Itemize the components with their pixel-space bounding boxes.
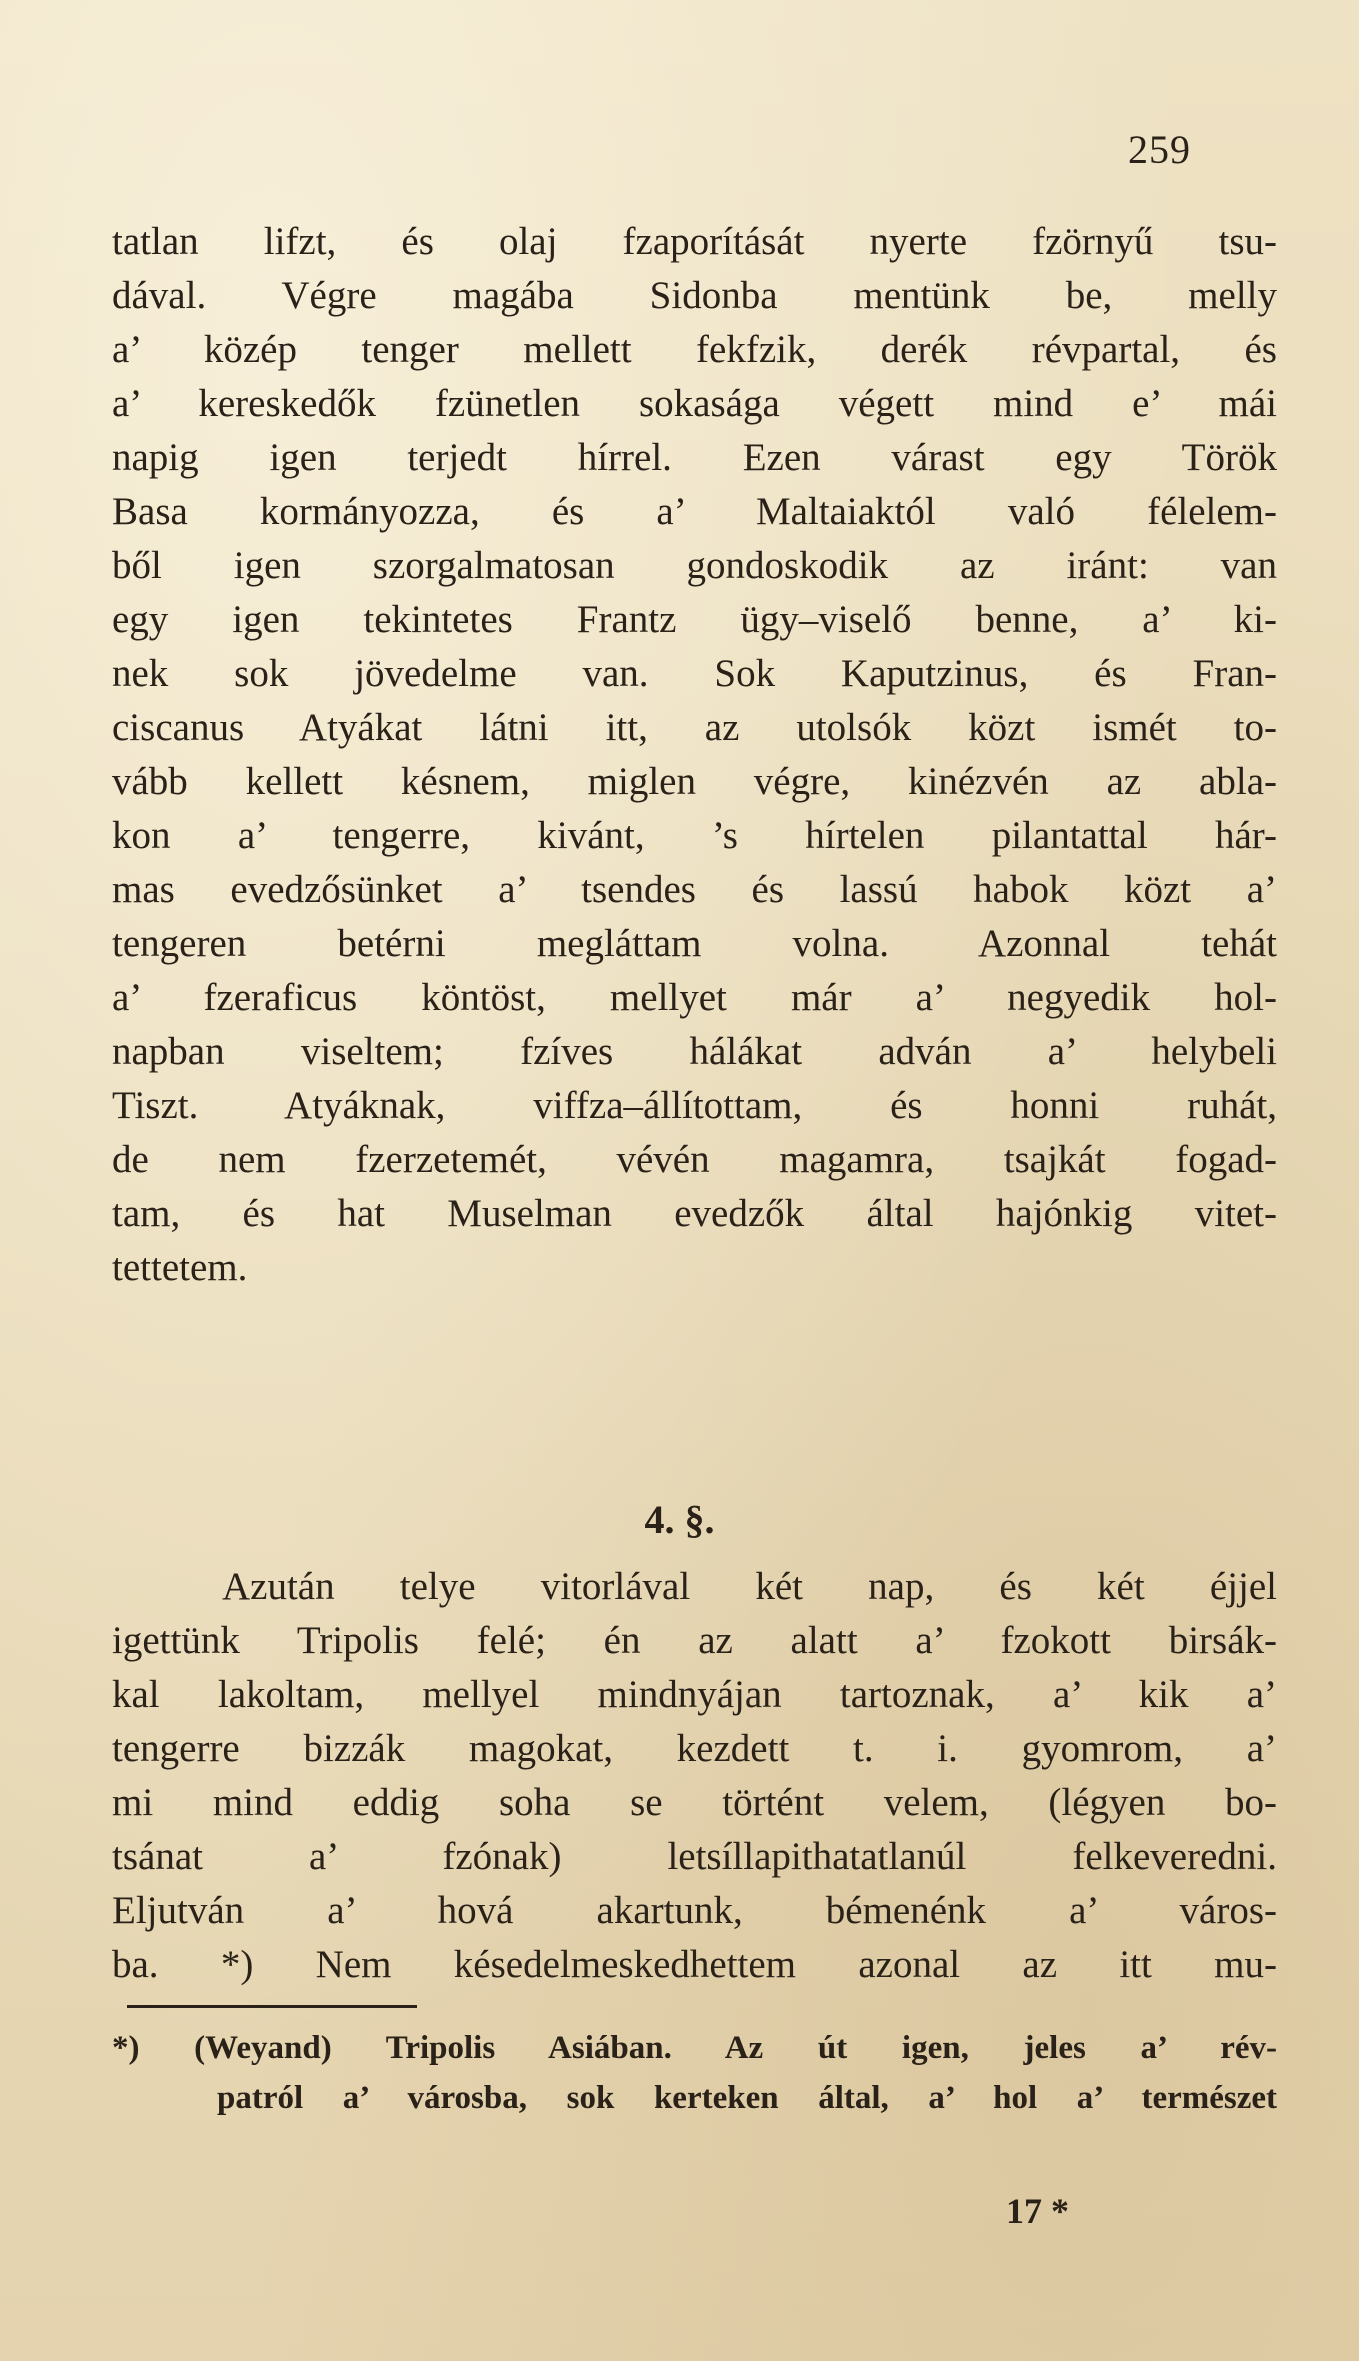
text-line: tettetem. bbox=[112, 1246, 248, 1289]
text-line: igettünk Tripolis felé; én az alatt a’ fzokott birsák- bbox=[112, 1619, 1277, 1662]
text-line: a’ közép tenger mellett fekfzik, derék révpartal, és bbox=[112, 328, 1277, 371]
text-line: tsánat a’ fzónak) letsíllapithatatlanúl felkeveredni. bbox=[112, 1835, 1277, 1878]
footnote-rule bbox=[127, 2005, 417, 2008]
footnote bbox=[112, 2023, 1277, 2123]
text-line: tengerre bizzák magokat, kezdett t. i. gyomrom, a’ bbox=[112, 1727, 1277, 1770]
text-line: patról a’ városba, sok kerteken által, a’ hol a’ természet bbox=[217, 2080, 1277, 2116]
section-heading: 4. §. bbox=[644, 1497, 715, 1542]
text-line: napig igen terjedt hírrel. Ezen várast egy Török bbox=[112, 436, 1277, 479]
text-line: kon a’ tengerre, kivánt, ’s hírtelen pilantattal hár- bbox=[112, 814, 1277, 857]
paragraph-1 bbox=[112, 215, 1277, 1295]
text-line: ciscanus Atyákat látni itt, az utolsók közt ismét to- bbox=[112, 706, 1277, 749]
text-line: Tiszt. Atyáknak, viffza–állítottam, és honni ruhát, bbox=[112, 1084, 1277, 1127]
text-line: nek sok jövedelme van. Sok Kaputzinus, és Fran- bbox=[112, 652, 1277, 695]
text-line: Basa kormányozza, és a’ Maltaiaktól való félelem- bbox=[112, 490, 1277, 533]
text-line: ba. *) Nem késedelmeskedhettem azonal az itt mu- bbox=[112, 1943, 1277, 1986]
page-number: 259 bbox=[1128, 127, 1191, 172]
text-line: egy igen tekintetes Frantz ügy–viselő benne, a’ ki- bbox=[112, 598, 1277, 641]
text-line: a’ fzeraficus köntöst, mellyet már a’ negyedik hol- bbox=[112, 976, 1277, 1019]
text-line: dával. Végre magába Sidonba mentünk be, melly bbox=[112, 274, 1277, 317]
paragraph-2 bbox=[112, 1560, 1277, 1992]
text-line: mi mind eddig soha se történt velem, (légyen bo- bbox=[112, 1781, 1277, 1824]
text-line: *) (Weyand) Tripolis Asiában. Az út igen, jeles a’ rév- bbox=[112, 2030, 1277, 2066]
text-line: kal lakoltam, mellyel mindnyájan tartoznak, a’ kik a’ bbox=[112, 1673, 1277, 1716]
text-line: tengeren betérni megláttam volna. Azonnal tehát bbox=[112, 922, 1277, 965]
text-line: tam, és hat Muselman evedzők által hajónkig vitet- bbox=[112, 1192, 1277, 1235]
text-line: de nem fzerzetemét, vévén magamra, tsajkát fogad- bbox=[112, 1138, 1277, 1181]
text-line: napban viseltem; fzíves hálákat adván a’ helybeli bbox=[112, 1030, 1277, 1073]
text-line: mas evedzősünket a’ tsendes és lassú habok közt a’ bbox=[112, 868, 1277, 911]
text-line: Azután telye vitorlával két nap, és két éjjel bbox=[222, 1565, 1277, 1608]
signature-mark: 17 * bbox=[1006, 2191, 1069, 2231]
text-line: Eljutván a’ hová akartunk, bémenénk a’ város- bbox=[112, 1889, 1277, 1932]
text-line: ből igen szorgalmatosan gondoskodik az iránt: van bbox=[112, 544, 1277, 587]
text-line: vább kellett késnem, miglen végre, kinézvén az abla- bbox=[112, 760, 1277, 803]
text-line: tatlan lifzt, és olaj fzaporítását nyerte fzörnyű tsu- bbox=[112, 220, 1277, 263]
text-line: a’ kereskedők fzünetlen sokasága végett mind e’ mái bbox=[112, 382, 1277, 425]
